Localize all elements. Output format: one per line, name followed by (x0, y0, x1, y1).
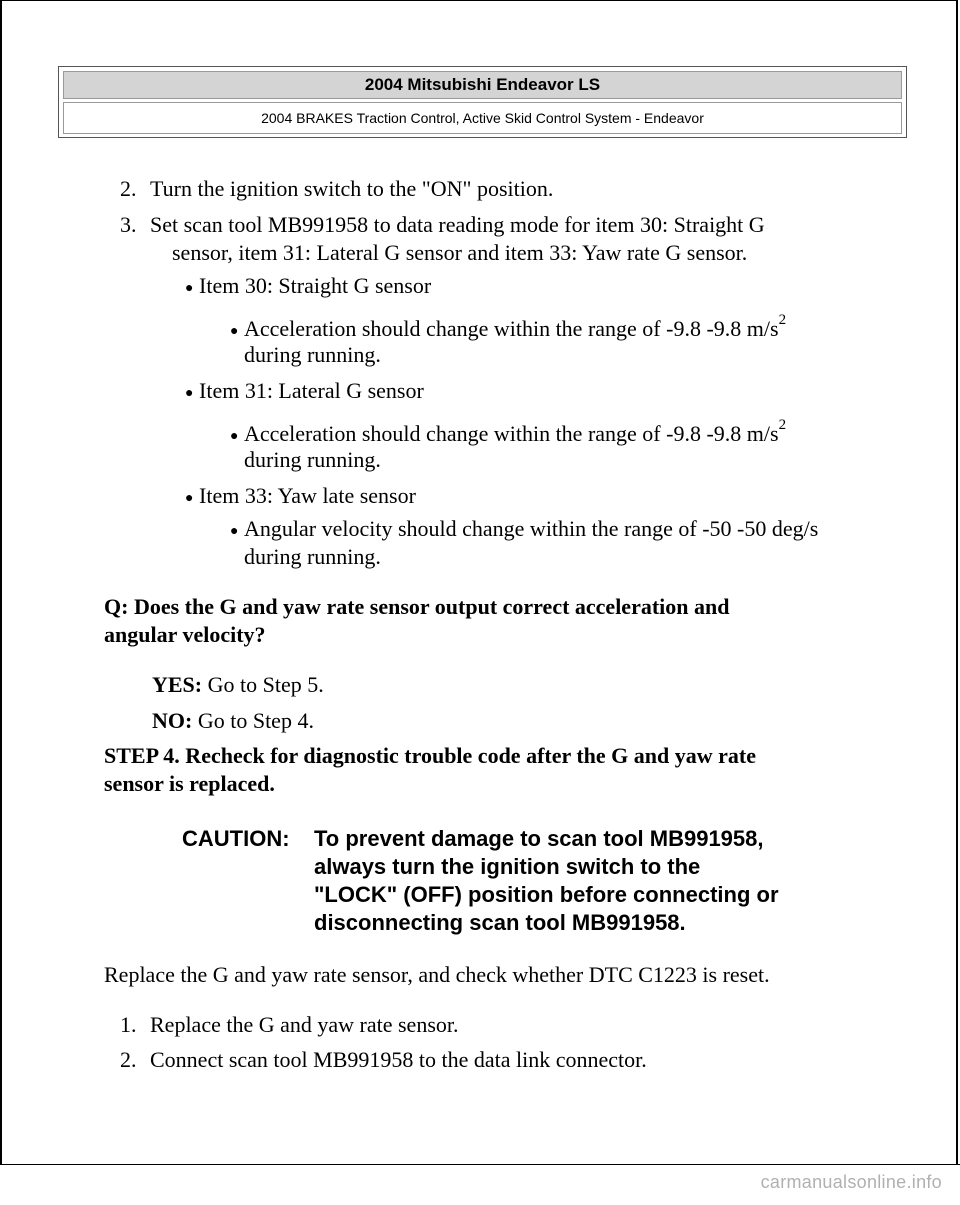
yes-label: YES: (152, 672, 203, 697)
step-text: Turn the ignition switch to the "ON" position. (150, 176, 554, 201)
item-label: Item 31: Lateral G sensor (199, 378, 424, 403)
document-header (58, 66, 907, 138)
caution-text: disconnecting scan tool MB991958. (314, 910, 686, 935)
no-label: NO: (152, 708, 193, 733)
step-text: Set scan tool MB991958 to data reading mode for item 30: Straight G (150, 212, 765, 237)
step-number: 2. (120, 1047, 137, 1072)
step-text-continued: sensor, item 31: Lateral G sensor and item 33: Yaw rate G sensor. (172, 240, 748, 265)
caution-text: always turn the ignition switch to the (314, 854, 701, 879)
yes-text: Go to Step 5. (202, 672, 324, 697)
item-detail: Acceleration should change within the range of -9.8 -9.8 $m/s^2$ (244, 311, 787, 341)
page-bottom-rule (0, 1164, 960, 1165)
step-text: Replace the G and yaw rate sensor. (150, 1012, 459, 1037)
bullet-icon: ● (185, 386, 194, 401)
answer-no (152, 708, 314, 734)
header-subtitle: 2004 BRAKES Traction Control, Active Skid Control System - Endeavor (63, 102, 902, 134)
caution-label: CAUTION: (182, 826, 290, 851)
step4-heading-continued: sensor is replaced. (104, 771, 275, 796)
item-detail: Angular velocity should change within the range of -50 -50 deg/s (244, 516, 819, 541)
item-detail-continued: during running. (244, 447, 381, 472)
step-number: 2. (120, 176, 137, 201)
item-label: Item 33: Yaw late sensor (199, 483, 416, 508)
bullet-icon: ● (230, 524, 239, 539)
question-text-continued: angular velocity? (104, 622, 266, 647)
step4-heading: STEP 4. Recheck for diagnostic trouble code after the G and yaw rate (104, 743, 757, 768)
caution-text: "LOCK" (OFF) position before connecting or (314, 882, 779, 907)
replace-instruction: Replace the G and yaw rate sensor, and check whether DTC C1223 is reset. (104, 962, 770, 987)
caution-text: To prevent damage to scan tool MB991958, (314, 826, 764, 851)
bullet-icon: ● (185, 491, 194, 506)
superscript: 2 (778, 311, 787, 328)
step-number: 3. (120, 212, 137, 237)
step-number: 1. (120, 1012, 137, 1037)
bullet-icon: ● (230, 324, 239, 339)
item-detail-continued: during running. (244, 342, 381, 367)
bullet-icon: ● (185, 281, 194, 296)
step-text: Connect scan tool MB991958 to the data link connector. (150, 1047, 647, 1072)
item-detail: Acceleration should change within the range of -9.8 -9.8 $m/s^2$ (244, 416, 787, 446)
watermark: carmanualsonline.info (760, 1172, 942, 1192)
header-title: 2004 Mitsubishi Endeavor LS (63, 71, 902, 99)
item-detail-continued: during running. (244, 544, 381, 569)
superscript: 2 (778, 416, 787, 433)
item-label: Item 30: Straight G sensor (199, 273, 432, 298)
question-text: Q: Does the G and yaw rate sensor output correct acceleration and (104, 594, 730, 619)
no-text: Go to Step 4. (192, 708, 314, 733)
answer-yes (152, 672, 324, 698)
bullet-icon: ● (230, 429, 239, 444)
